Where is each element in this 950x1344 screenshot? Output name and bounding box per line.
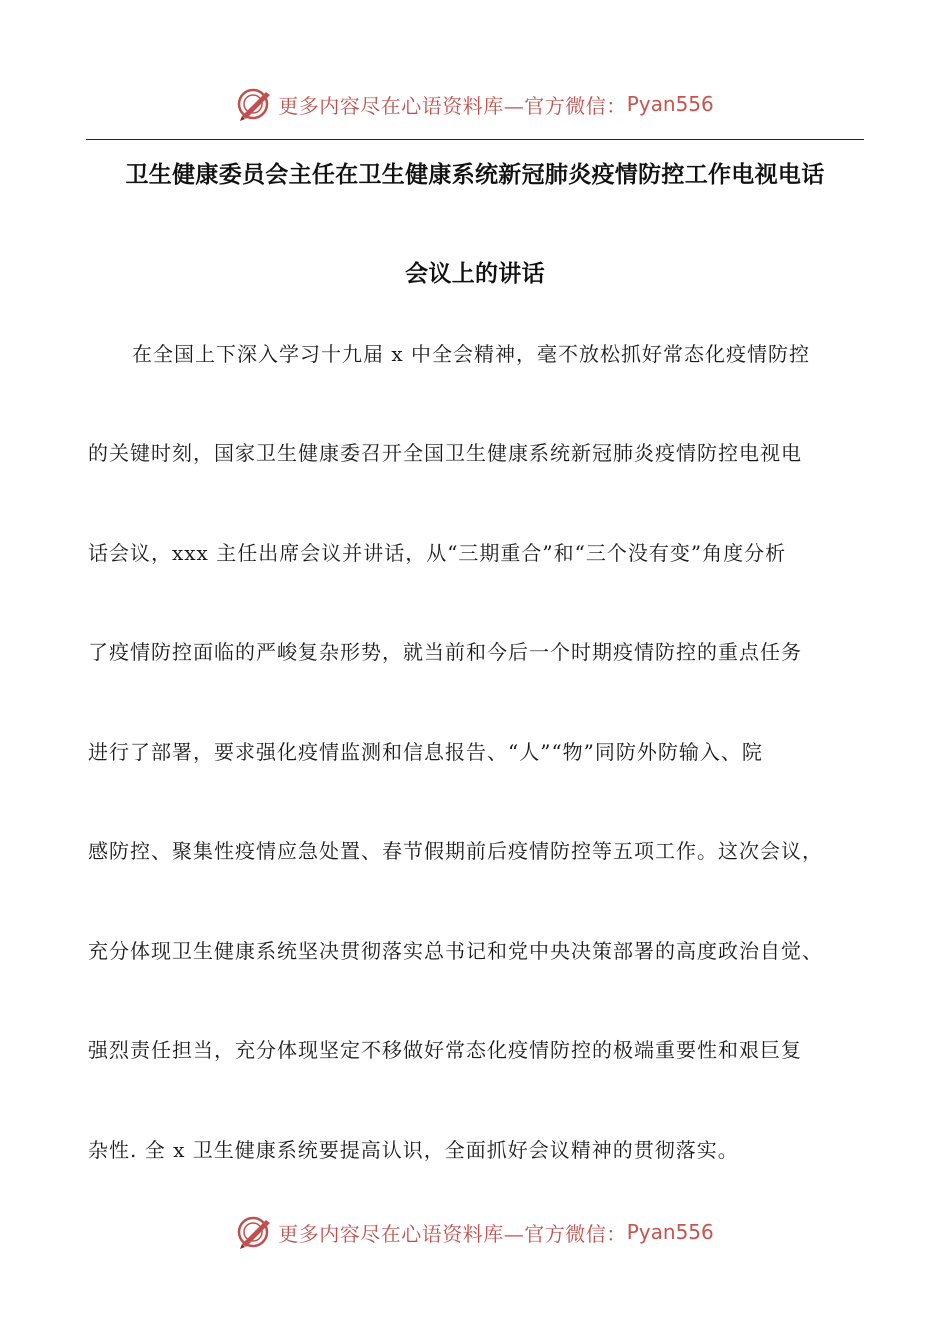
body-line: 杂性. 全 x 卫生健康系统要提高认识，全面抓好会议精神的贯彻落实。 [88, 1138, 739, 1162]
body-line: 的关键时刻，国家卫生健康委召开全国卫生健康系统新冠肺炎疫情防控电视电 [88, 441, 802, 465]
body-line: 在全国上下深入学习十九届 x 中全会精神，毫不放松抓好常态化疫情防控 [132, 342, 810, 366]
body-line: 强烈责任担当，充分体现坚定不移做好常态化疫情防控的极端重要性和艰巨复 [88, 1038, 802, 1062]
document-title-line-1: 卫生健康委员会主任在卫生健康系统新冠肺炎疫情防控工作电视电话 [125, 162, 825, 188]
document-title-line-2: 会议上的讲话 [405, 261, 545, 287]
body-line: 进行了部署，要求强化疫情监测和信息报告、“人”“物”同防外防输入、院 [88, 740, 763, 764]
footer-watermark [0, 1212, 950, 1252]
body-line: 感防控、聚集性疫情应急处置、春节假期前后疫情防控等五项工作。这次会议， [88, 839, 823, 863]
watermark-text: 更多内容尽在心语资料库—官方微信： [278, 1221, 627, 1246]
body-line: 话会议，xxx 主任出席会议并讲话，从“三期重合”和“三个没有变”角度分析 [88, 541, 787, 565]
watermark-text: 更多内容尽在心语资料库—官方微信： [278, 93, 627, 118]
header-watermark [0, 84, 950, 124]
watermark-wechat-id: Pyan556 [626, 92, 714, 116]
header-divider [86, 139, 864, 140]
pen-logo-icon [236, 1214, 276, 1250]
body-line: 了疫情防控面临的严峻复杂形势，就当前和今后一个时期疫情防控的重点任务 [88, 640, 802, 664]
watermark-wechat-id: Pyan556 [626, 1220, 714, 1244]
pen-logo-icon [236, 86, 276, 122]
body-line: 充分体现卫生健康系统坚决贯彻落实总书记和党中央决策部署的高度政治自觉、 [88, 939, 823, 963]
